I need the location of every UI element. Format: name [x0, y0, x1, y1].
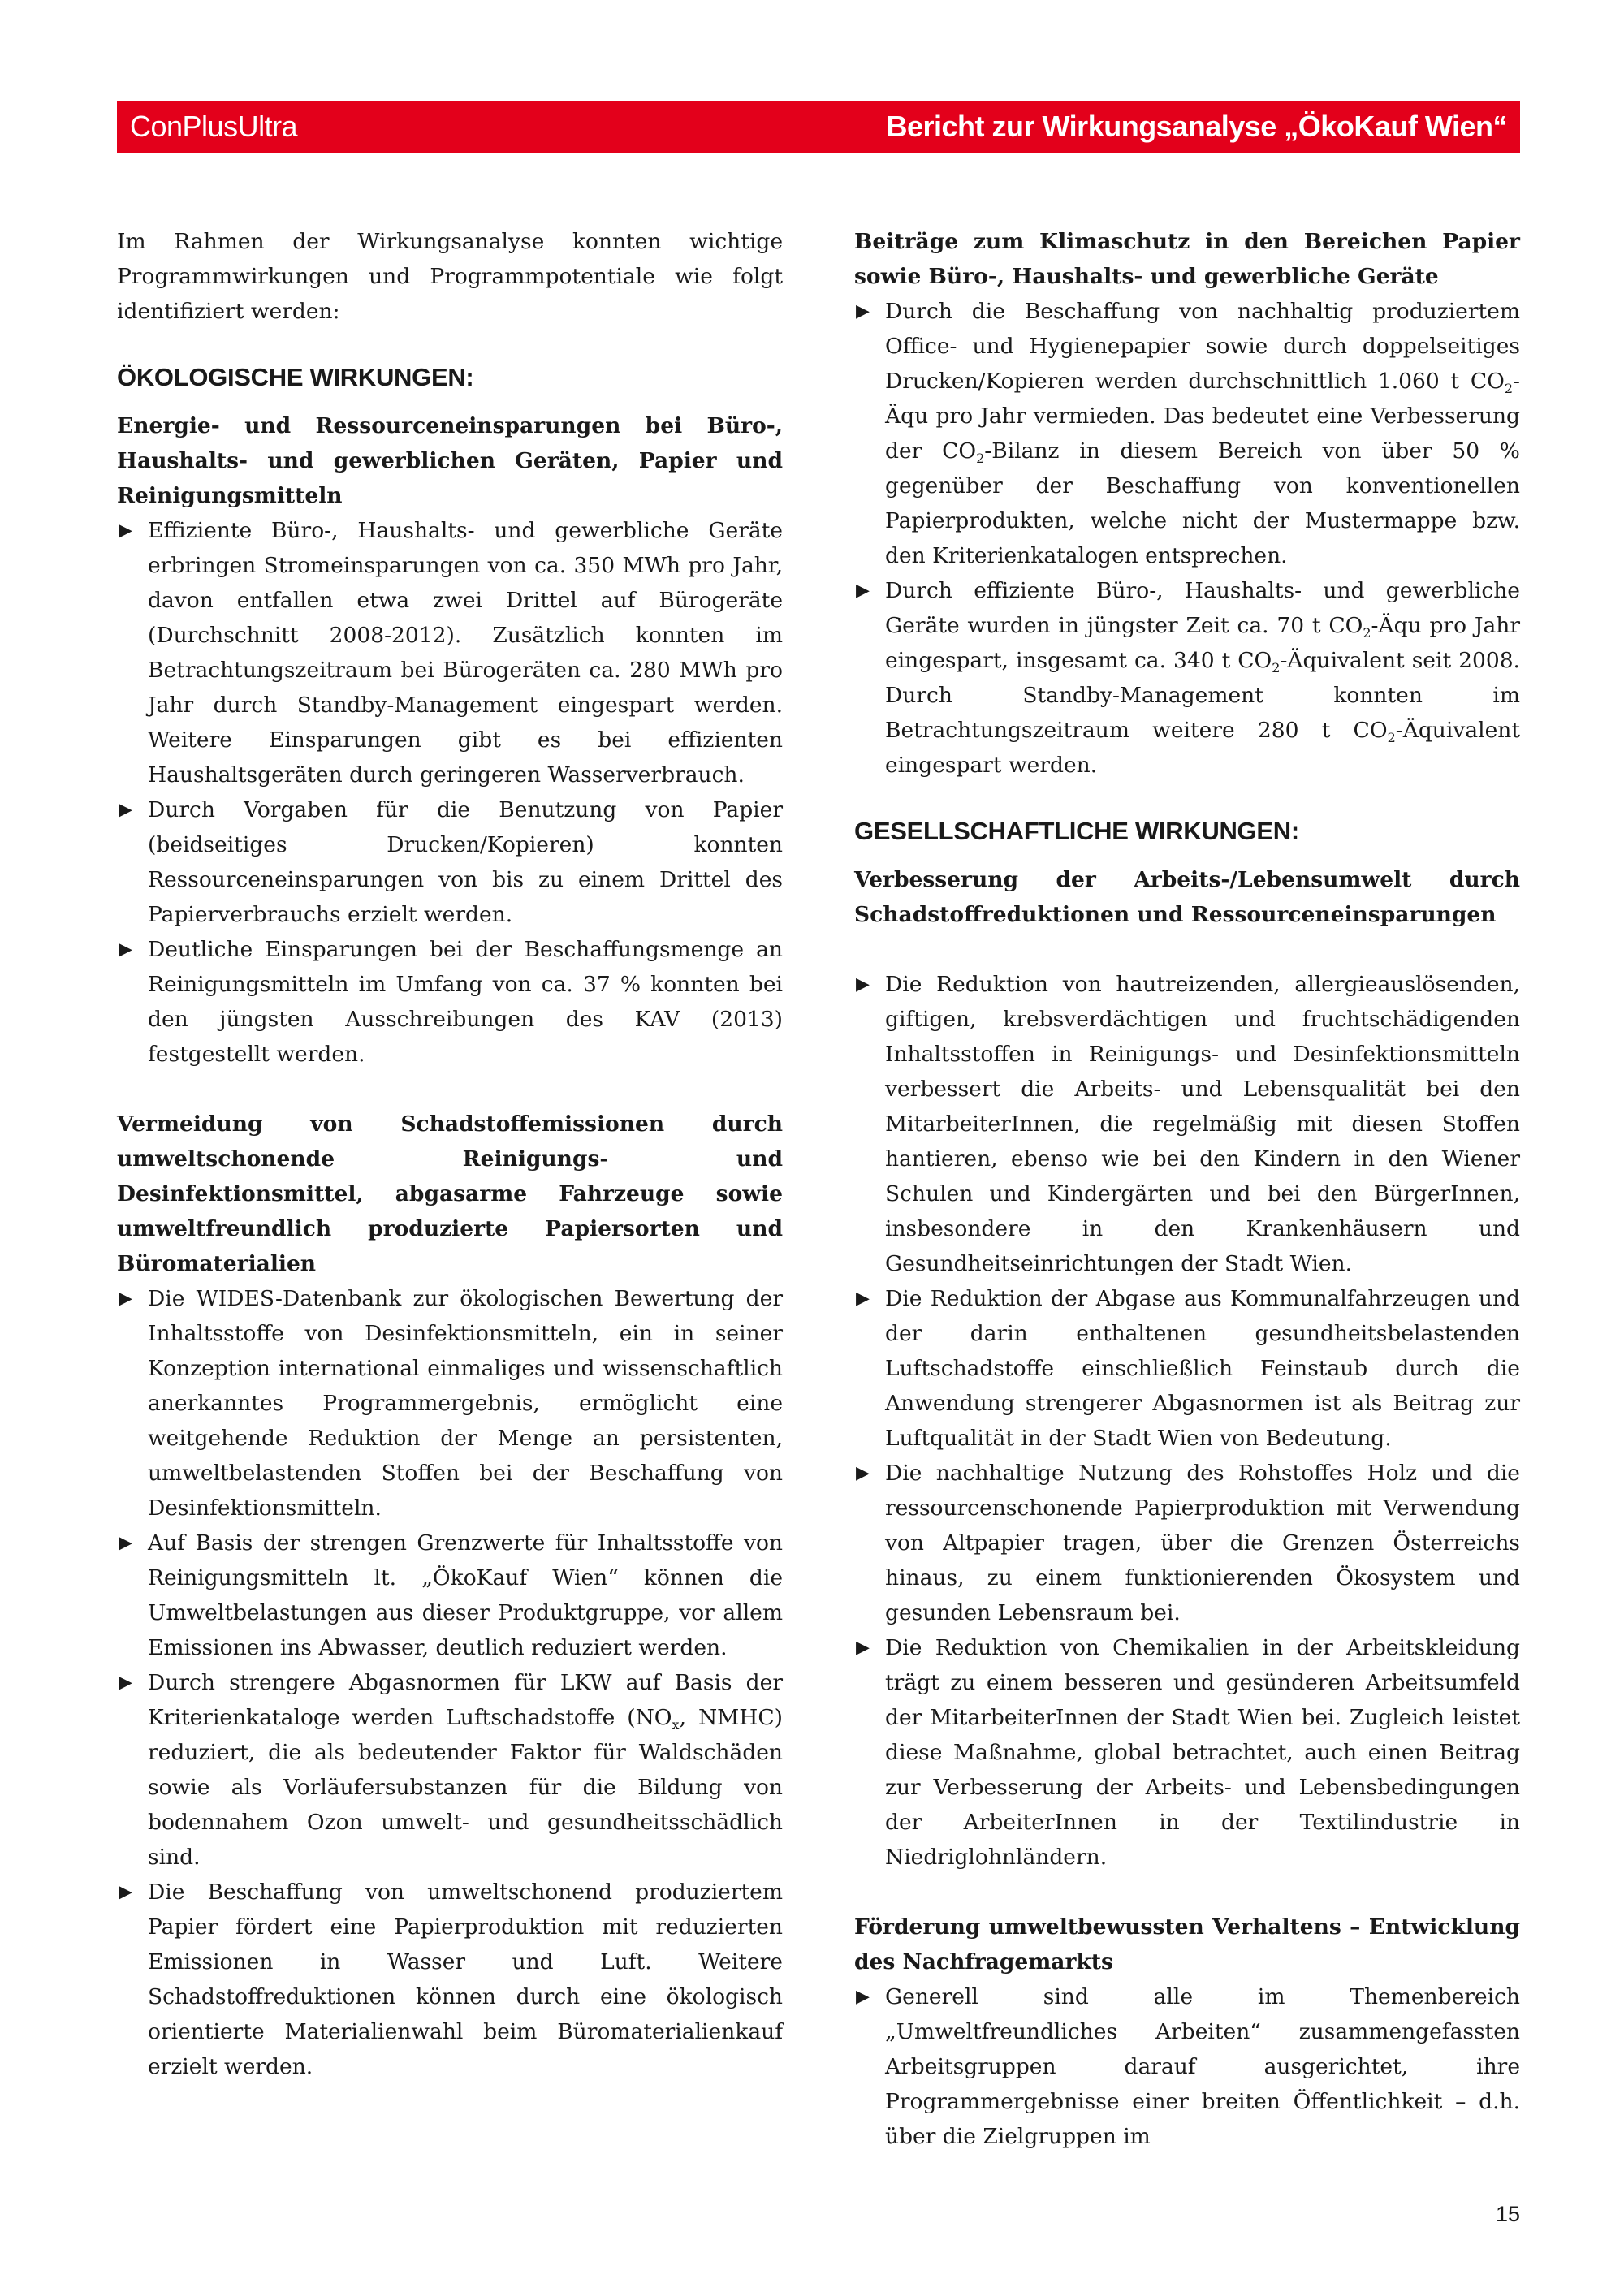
brand-name: ConPlusUltra — [130, 110, 298, 143]
page-number: 15 — [1495, 2202, 1520, 2226]
list-item: ▶ Die Beschaffung von umweltschonend produziertem Papier fördert eine Papierproduktion mit reduzierten Emissionen in Wasser und Luft. Weitere Schadstoffreduktionen können durch eine ökologisch orientierte Materialienwahl beim Büromaterialienkauf erzielt werden. — [117, 1875, 783, 2084]
section-heading-ecological: ÖKOLOGISCHE WIRKUNGEN: — [117, 363, 474, 391]
list-item: ▶ Auf Basis der strengen Grenzwerte für Inhaltsstoffe von Reinigungsmitteln lt. „ÖkoKauf Wien“ können die Umweltbelastungen aus dieser Produktgruppe, vor allem Emissionen ins Abwasser, deutlich reduziert werden. — [117, 1526, 783, 1665]
list-item: ▶ Durch Vorgaben für die Benutzung von Papier (beidseitiges Drucken/Kopieren) konnten Ressourceneinsparungen von bis zu einem Drittel des Papierverbrauchs erzielt werden. — [117, 792, 783, 932]
bullet-arrow-icon: ▶ — [856, 580, 870, 601]
list-item: ▶ Durch effiziente Büro-, Haushalts- und gewerbliche Geräte wurden in jüngster Zeit ca. 70 t $CO_2$-Äqu pro Jahr eingespart, insgesamt ca. 340 t $CO_2$-Äquivalent seit 2008. Durch Standby-Management konnten im Betrachtungszeitraum weitere 280 t $CO_2$-Äquivalent eingespart werden. — [854, 573, 1520, 783]
list-item: ▶ Die Reduktion der Abgase aus Kommunalfahrzeugen und der darin enthaltenen gesundheitsbelastenden Luftschadstoffe einschließlich Feinstaub durch die Anwendung strengerer Abgasnormen ist als Beitrag zur Luftqualität in der Stadt Wien von Bedeutung. — [854, 1281, 1520, 1456]
bullet-arrow-icon: ▶ — [119, 1882, 132, 1902]
header-bar — [117, 101, 1520, 153]
bullet-list-social — [854, 967, 1520, 1875]
subheading-work-environment: Verbesserung der Arbeits-/Lebensumwelt durch Schadstoffreduktionen und Ressourceneinsparungen — [854, 867, 1520, 927]
subheading-energy-savings: Energie- und Ressourceneinsparungen bei Büro-, Haushalts- und gewerblichen Geräten, Papier und Reinigungsmitteln — [117, 413, 783, 508]
bullet-arrow-icon: ▶ — [856, 974, 870, 995]
bullet-list-awareness — [854, 1979, 1520, 2154]
section-heading-social: GESELLSCHAFTLICHE WIRKUNGEN: — [854, 817, 1299, 845]
report-title: Bericht zur Wirkungsanalyse „ÖkoKauf Wien“ — [886, 110, 1507, 143]
subheading-emission-avoidance: Vermeidung von Schadstoffemissionen durch umweltschonende Reinigungs- und Desinfektionsmittel, abgasarme Fahrzeuge sowie umweltfreundlich produzierte Papiersorten und Büromaterialien — [117, 1111, 783, 1276]
list-item: ▶ Durch die Beschaffung von nachhaltig produziertem Office- und Hygienepapier sowie durch doppelseitiges Drucken/Kopieren werden durchschnittlich 1.060 t $CO_2$-Äqu pro Jahr vermieden. Das bedeutet eine Verbesserung der $CO_2$-Bilanz in diesem Bereich von über 50 % gegenüber der Beschaffung von konventionellen Papierprodukten, welche nicht der Mustermappe bzw. den Kriterienkatalogen entsprechen. — [854, 294, 1520, 573]
bullet-list-climate — [854, 294, 1520, 783]
bullet-list-energy — [117, 513, 783, 1072]
list-item: ▶ Effiziente Büro-, Haushalts- und gewerbliche Geräte erbringen Stromeinsparungen von ca. 350 MWh pro Jahr, davon entfallen etwa zwei Drittel auf Bürogeräte (Durchschnitt 2008-2012). Zusätzlich konnten im Betrachtungszeitraum bei Bürogeräten ca. 280 MWh pro Jahr durch Standby-Management eingespart werden. Weitere Einsparungen gibt es bei effizienten Haushaltsgeräten durch geringeren Wasserverbrauch. — [117, 513, 783, 792]
list-item: ▶ Die nachhaltige Nutzung des Rohstoffes Holz und die ressourcenschonende Papierproduktion mit Verwendung von Altpapier tragen, über die Grenzen Österreichs hinaus, zu einem funktionierenden Ökosystem und gesunden Lebensraum bei. — [854, 1456, 1520, 1630]
bullet-arrow-icon: ▶ — [856, 1288, 870, 1309]
bullet-arrow-icon: ▶ — [119, 1288, 132, 1309]
bullet-arrow-icon: ▶ — [856, 301, 870, 322]
subheading-awareness: Förderung umweltbewussten Verhaltens – Entwicklung des Nachfragemarkts — [854, 1914, 1520, 1974]
right-column — [854, 224, 1520, 2154]
bullet-list-emissions — [117, 1281, 783, 2084]
bullet-arrow-icon: ▶ — [856, 1638, 870, 1658]
bullet-arrow-icon: ▶ — [119, 520, 132, 541]
intro-paragraph: Im Rahmen der Wirkungsanalyse konnten wichtige Programmwirkungen und Programmpotentiale wie folgt identifiziert werden: — [117, 229, 783, 324]
bullet-arrow-icon: ▶ — [119, 800, 132, 820]
left-column — [117, 224, 783, 2084]
list-item: ▶ Die Reduktion von Chemikalien in der Arbeitskleidung trägt zu einem besseren und gesünderen Arbeitsumfeld der MitarbeiterInnen der Stadt Wien bei. Zugleich leistet diese Maßnahme, global betrachtet, auch einen Beitrag zur Verbesserung der Arbeits- und Lebensbedingungen der ArbeiterInnen in der Textilindustrie in Niedriglohnländern. — [854, 1630, 1520, 1875]
bullet-arrow-icon: ▶ — [856, 1987, 870, 2007]
list-item: ▶ Durch strengere Abgasnormen für LKW auf Basis der Kriterienkataloge werden Luftschadstoffe ($NO_x$, NMHC) reduziert, die als bedeutender Faktor für Waldschäden sowie als Vorläufersubstanzen für die Bildung von bodennahem Ozon umwelt- und gesundheitsschädlich sind. — [117, 1665, 783, 1875]
bullet-arrow-icon: ▶ — [119, 939, 132, 960]
subheading-climate-protection: Beiträge zum Klimaschutz in den Bereichen Papier sowie Büro-, Haushalts- und gewerbliche Geräte — [854, 229, 1520, 289]
list-item: ▶ Generell sind alle im Themenbereich „Umweltfreundliches Arbeiten“ zusammengefassten Arbeitsgruppen darauf ausgerichtet, ihre Programmergebnisse einer breiten Öffentlichkeit – d.h. über die Zielgruppen im — [854, 1979, 1520, 2154]
list-item: ▶ Deutliche Einsparungen bei der Beschaffungsmenge an Reinigungsmitteln im Umfang von ca. 37 % konnten bei den jüngsten Ausschreibungen des KAV (2013) festgestellt werden. — [117, 932, 783, 1072]
bullet-arrow-icon: ▶ — [119, 1533, 132, 1553]
bullet-arrow-icon: ▶ — [119, 1672, 132, 1693]
bullet-arrow-icon: ▶ — [856, 1463, 870, 1483]
list-item: ▶ Die Reduktion von hautreizenden, allergieauslösenden, giftigen, krebsverdächtigen und fruchtschädigenden Inhaltsstoffen in Reinigungs- und Desinfektionsmitteln verbessert die Arbeits- und Lebensqualität bei den MitarbeiterInnen, die regelmäßig mit diesen Stoffen hantieren, ebenso wie bei den Kindern in den Wiener Schulen und Kindergärten und bei den BürgerInnen, insbesondere in den Krankenhäusern und Gesundheitseinrichtungen der Stadt Wien. — [854, 967, 1520, 1281]
list-item: ▶ Die WIDES-Datenbank zur ökologischen Bewertung der Inhaltsstoffe von Desinfektionsmitteln, ein in seiner Konzeption international einmaliges und wissenschaftlich anerkanntes Programmergebnis, ermöglicht eine weitgehende Reduktion der Menge an persistenten, umweltbelastenden Stoffen bei der Beschaffung von Desinfektionsmitteln. — [117, 1281, 783, 1526]
